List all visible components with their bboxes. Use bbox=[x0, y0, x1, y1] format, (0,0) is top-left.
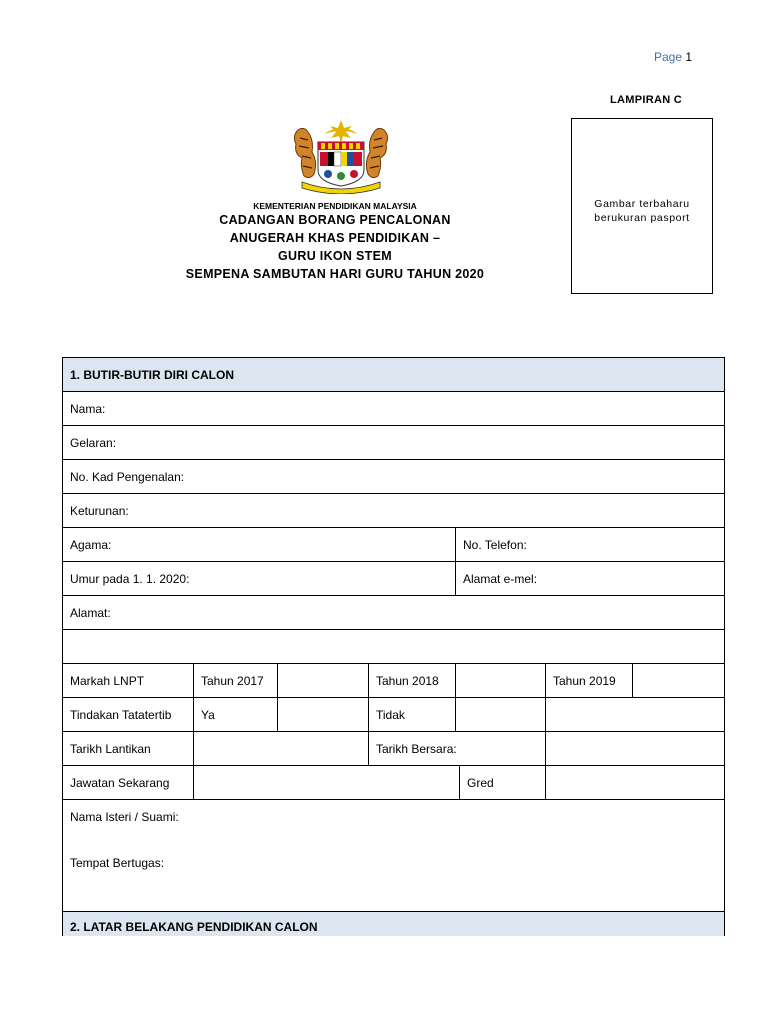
photo-instructions bbox=[572, 197, 712, 225]
row-keturunan bbox=[63, 494, 725, 528]
form-title-line-4: SEMPENA SAMBUTAN HARI GURU TAHUN 2020 bbox=[185, 267, 485, 281]
photo-text-line2: berukuran pasport bbox=[594, 212, 690, 224]
malaysia-coat-of-arms-icon bbox=[288, 118, 394, 194]
tahun-2017-label: Tahun 2017 bbox=[194, 664, 278, 698]
markah-lnpt-label: Markah LNPT bbox=[63, 664, 194, 698]
nama-field[interactable]: Nama: bbox=[63, 392, 725, 426]
form-title-line-2: ANUGERAH KHAS PENDIDIKAN – bbox=[229, 231, 441, 245]
tahun-2019-value[interactable] bbox=[633, 664, 725, 698]
alamat-field[interactable]: Alamat: bbox=[63, 596, 725, 630]
section-1-header-row bbox=[63, 358, 725, 392]
row-kad-pengenalan bbox=[63, 460, 725, 494]
tahun-2018-label: Tahun 2018 bbox=[369, 664, 456, 698]
keturunan-field[interactable]: Keturunan: bbox=[63, 494, 725, 528]
row-nama bbox=[63, 392, 725, 426]
gred-label: Gred bbox=[460, 766, 546, 800]
appendix-label: LAMPIRAN C bbox=[610, 94, 683, 106]
alamat-continued-field[interactable] bbox=[63, 630, 725, 664]
row-alamat-continued bbox=[63, 630, 725, 664]
agama-field[interactable]: Agama: bbox=[63, 528, 456, 562]
jawatan-value[interactable] bbox=[194, 766, 460, 800]
tarikh-lantikan-value[interactable] bbox=[194, 732, 369, 766]
tindakan-label: Tindakan Tatatertib bbox=[63, 698, 194, 732]
tahun-2018-value[interactable] bbox=[456, 664, 546, 698]
page-number bbox=[654, 50, 692, 64]
tarikh-bersara-label: Tarikh Bersara: bbox=[369, 732, 546, 766]
section-2-header-row bbox=[63, 912, 725, 936]
page-label: Page bbox=[654, 50, 683, 64]
nama-pasangan-label: Nama Isteri / Suami: bbox=[70, 810, 179, 824]
row-tindakan-tatatertib bbox=[63, 698, 725, 732]
nomination-form-table bbox=[62, 357, 725, 936]
umur-field[interactable]: Umur pada 1. 1. 2020: bbox=[63, 562, 456, 596]
row-markah-lnpt bbox=[63, 664, 725, 698]
gred-value[interactable] bbox=[546, 766, 725, 800]
passport-photo-box bbox=[571, 118, 713, 294]
section-2-title: 2. LATAR BELAKANG PENDIDIKAN CALON bbox=[63, 912, 725, 936]
tempat-bertugas-label: Tempat Bertugas: bbox=[70, 856, 165, 870]
row-agama-telefon bbox=[63, 528, 725, 562]
tahun-2017-value[interactable] bbox=[278, 664, 369, 698]
tindakan-extra[interactable] bbox=[546, 698, 725, 732]
jawatan-label: Jawatan Sekarang bbox=[63, 766, 194, 800]
row-gelaran bbox=[63, 426, 725, 460]
tahun-2019-label: Tahun 2019 bbox=[546, 664, 633, 698]
photo-text-line1: Gambar terbaharu bbox=[594, 198, 690, 210]
row-tarikh bbox=[63, 732, 725, 766]
tidak-label: Tidak bbox=[369, 698, 456, 732]
row-umur-emel bbox=[63, 562, 725, 596]
section-1-title: 1. BUTIR-BUTIR DIRI CALON bbox=[63, 358, 725, 392]
form-title-line-1: CADANGAN BORANG PENCALONAN bbox=[219, 213, 451, 227]
ya-label: Ya bbox=[194, 698, 278, 732]
kad-pengenalan-field[interactable]: No. Kad Pengenalan: bbox=[63, 460, 725, 494]
tarikh-bersara-value[interactable] bbox=[546, 732, 725, 766]
ya-value[interactable] bbox=[278, 698, 369, 732]
gelaran-field[interactable]: Gelaran: bbox=[63, 426, 725, 460]
pasangan-field[interactable] bbox=[63, 800, 725, 912]
row-alamat bbox=[63, 596, 725, 630]
emel-field[interactable]: Alamat e-mel: bbox=[456, 562, 725, 596]
telefon-field[interactable]: No. Telefon: bbox=[456, 528, 725, 562]
row-jawatan bbox=[63, 766, 725, 800]
row-pasangan bbox=[63, 800, 725, 912]
tidak-value[interactable] bbox=[456, 698, 546, 732]
tarikh-lantikan-label: Tarikh Lantikan bbox=[63, 732, 194, 766]
ministry-name: KEMENTERIAN PENDIDIKAN MALAYSIA bbox=[253, 201, 417, 211]
page-number-value: 1 bbox=[685, 50, 693, 64]
form-title-line-3: GURU IKON STEM bbox=[278, 249, 392, 263]
